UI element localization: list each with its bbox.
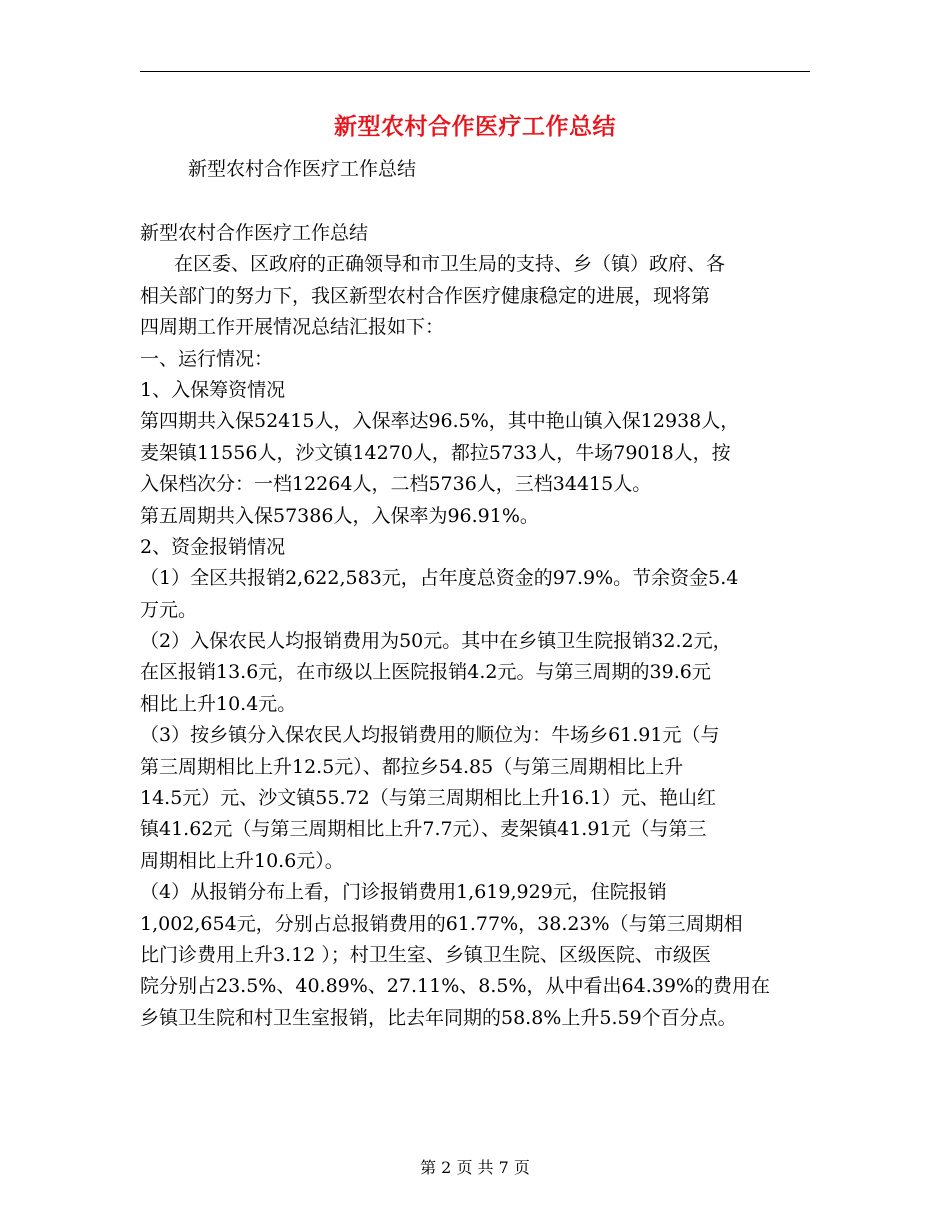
body-line: 乡镇卫生院和村卫生室报销，比去年同期的58.8%上升5.59个百分点。 bbox=[140, 1006, 737, 1029]
body-line: 万元。 bbox=[140, 598, 198, 621]
page-indicator: 第 2 页 共 7 页 bbox=[420, 1158, 530, 1177]
body-line: （2）入保农民人均报销费用为50元。其中在乡镇卫生院报销32.2元， bbox=[140, 630, 732, 653]
body-line: 在区委、区政府的正确领导和市卫生局的支持、乡（镇）政府、各 bbox=[174, 253, 726, 276]
body-line: 镇41.62元（与第三周期相比上升7.7元）、麦架镇41.91元（与第三 bbox=[140, 818, 707, 841]
section-heading: 一、运行情况： bbox=[140, 347, 274, 370]
body-line: 在区报销13.6元，在市级以上医院报销4.2元。与第三周期的39.6元 bbox=[140, 661, 711, 684]
header-rule bbox=[140, 71, 810, 72]
body-line: （3）按乡镇分入保农民人均报销费用的顺位为：牛场乡61.91元（与 bbox=[140, 724, 720, 747]
body-line: 四周期工作开展情况总结汇报如下： bbox=[140, 316, 445, 339]
body-line: 第四期共入保52415人，入保率达96.5%，其中艳山镇入保12938人， bbox=[140, 410, 740, 433]
document-subtitle: 新型农村合作医疗工作总结 bbox=[188, 158, 417, 180]
body-line: 1,002,654元，分别占总报销费用的61.77%，38.23%（与第三周期相 bbox=[140, 912, 743, 935]
body-line: （1）全区共报销2,622,583元，占年度总资金的97.9%。节余资金5.4 bbox=[140, 567, 739, 590]
document-title: 新型农村合作医疗工作总结 bbox=[334, 113, 616, 140]
body-line: 相比上升10.4元。 bbox=[140, 692, 297, 715]
body-line: 相关部门的努力下，我区新型农村合作医疗健康稳定的进展，现将第 bbox=[140, 284, 711, 307]
body-line: 14.5元）元、沙文镇55.72（与第三周期相比上升16.1）元、艳山红 bbox=[140, 787, 717, 810]
body-line: 新型农村合作医疗工作总结 bbox=[140, 222, 369, 244]
body-line: 入保档次分：一档12264人，二档5736人，三档34415人。 bbox=[140, 473, 652, 496]
body-line: 比门诊费用上升3.12 ）；村卫生室、乡镇卫生院、区级医院、市级医 bbox=[140, 943, 711, 966]
body-line: （4）从报销分布上看，门诊报销费用1,619,929元，住院报销 bbox=[140, 881, 667, 904]
body-line: 院分别占23.5%、40.89%、27.11%、8.5%，从中看出64.39%的费用在 bbox=[140, 975, 770, 998]
document-body bbox=[140, 218, 830, 1034]
subsection-heading: 2、资金报销情况 bbox=[140, 535, 286, 558]
body-line: 周期相比上升10.6元）。 bbox=[140, 849, 344, 872]
subsection-heading: 1、入保筹资情况 bbox=[140, 378, 286, 401]
body-line: 麦架镇11556人，沙文镇14270人，都拉5733人，牛场79018人，按 bbox=[140, 441, 731, 464]
body-line: 第三周期相比上升12.5元）、都拉乡54.85（与第三周期相比上升 bbox=[140, 755, 684, 778]
body-line: 第五周期共入保57386人，入保率为96.91%。 bbox=[140, 504, 539, 527]
